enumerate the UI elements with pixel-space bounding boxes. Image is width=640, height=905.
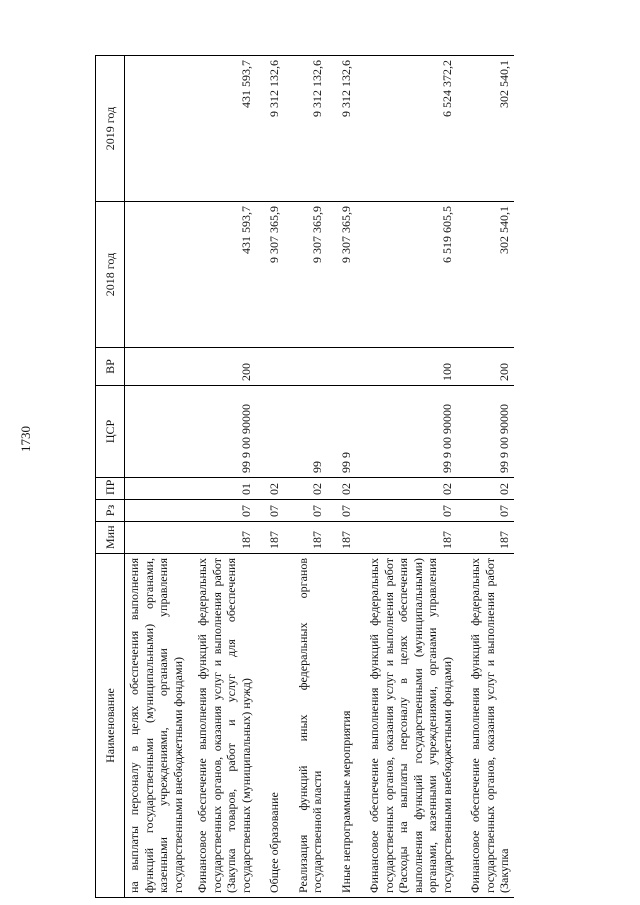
row-2018: 9 307 365,9 xyxy=(327,202,356,348)
row-2018: 431 593,7 xyxy=(187,202,255,348)
row-rz: 07 xyxy=(355,500,456,522)
row-csr xyxy=(125,386,188,478)
row-csr: 99 9 00 90000 xyxy=(187,386,255,478)
row-name: Иные непрограммные мероприятия xyxy=(327,554,356,898)
row-name: Финансовое обеспечение выполнения функций федеральных государственных органов, оказания услуг и выполнения работ (Закупка товаров, работ и услуг для обеспечения государственных (муниципальных) нужд) xyxy=(187,554,255,898)
row-csr xyxy=(255,386,284,478)
page-number: 1730 xyxy=(18,426,33,452)
header-pr: ПР xyxy=(96,478,125,500)
row-name: Общее образование xyxy=(255,554,284,898)
table-row xyxy=(255,56,284,898)
row-2018: 9 307 365,9 xyxy=(284,202,327,348)
table-row xyxy=(125,56,188,898)
row-vr xyxy=(125,348,188,386)
row-2018 xyxy=(125,202,188,348)
row-pr: 02 xyxy=(355,478,456,500)
header-2018: 2018 год xyxy=(96,202,125,348)
row-pr: 02 xyxy=(255,478,284,500)
row-pr: 02 xyxy=(284,478,327,500)
budget-table-rotated xyxy=(95,56,595,898)
header-min: Мин xyxy=(96,522,125,554)
row-2019: 9 312 132,6 xyxy=(327,56,356,202)
table-row xyxy=(355,56,456,898)
row-name: Реализация функций иных федеральных органов государственной власти xyxy=(284,554,327,898)
row-2018: 302 540,1 xyxy=(456,202,514,348)
row-rz: 07 xyxy=(255,500,284,522)
row-csr: 99 9 xyxy=(327,386,356,478)
row-csr: 99 9 00 90000 xyxy=(456,386,514,478)
row-pr xyxy=(125,478,188,500)
row-2019: 6 524 372,2 xyxy=(355,56,456,202)
budget-table xyxy=(95,55,514,898)
header-name: Наименование xyxy=(96,554,125,898)
row-name: на выплаты персоналу в целях обеспечения выполнения функций государственными (муниципальными) органами, казенными учреждениями, органами управления государственными внебюджетными фондами) xyxy=(125,554,188,898)
row-vr: 200 xyxy=(187,348,255,386)
row-pr: 02 xyxy=(327,478,356,500)
row-2019: 302 540,1 xyxy=(456,56,514,202)
row-min: 187 xyxy=(355,522,456,554)
row-rz: 07 xyxy=(284,500,327,522)
row-min: 187 xyxy=(284,522,327,554)
row-pr: 01 xyxy=(187,478,255,500)
header-2019: 2019 год xyxy=(96,56,125,202)
row-min xyxy=(125,522,188,554)
row-name: Финансовое обеспечение выполнения функций федеральных государственных органов, оказания услуг и выполнения работ (Расходы на выплаты персоналу в целях обеспечения выполнения функций государственными (муниципальными) органами, казенными учреждениями, органами управления государственными внебюджетными фондами) xyxy=(355,554,456,898)
row-rz: 07 xyxy=(187,500,255,522)
table-row xyxy=(456,56,514,898)
row-csr: 99 xyxy=(284,386,327,478)
row-vr: 200 xyxy=(456,348,514,386)
row-rz: 07 xyxy=(327,500,356,522)
row-rz xyxy=(125,500,188,522)
table-row xyxy=(327,56,356,898)
row-2019: 431 593,7 xyxy=(187,56,255,202)
row-2018: 6 519 605,5 xyxy=(355,202,456,348)
row-vr xyxy=(255,348,284,386)
row-csr: 99 9 00 90000 xyxy=(355,386,456,478)
header-csr: ЦСР xyxy=(96,386,125,478)
row-min: 187 xyxy=(456,522,514,554)
row-vr xyxy=(284,348,327,386)
table-row xyxy=(284,56,327,898)
row-min: 187 xyxy=(327,522,356,554)
row-2019 xyxy=(125,56,188,202)
row-name: Финансовое обеспечение выполнения функций федеральных государственных органов, оказания услуг и выполнения работ (Закупка xyxy=(456,554,514,898)
row-rz: 07 xyxy=(456,500,514,522)
row-min: 187 xyxy=(187,522,255,554)
table-header-row xyxy=(96,56,125,898)
row-vr xyxy=(327,348,356,386)
header-rz: Рз xyxy=(96,500,125,522)
row-min: 187 xyxy=(255,522,284,554)
row-2019: 9 312 132,6 xyxy=(255,56,284,202)
row-2019: 9 312 132,6 xyxy=(284,56,327,202)
header-vr: ВР xyxy=(96,348,125,386)
row-pr: 02 xyxy=(456,478,514,500)
table-row xyxy=(187,56,255,898)
row-vr: 100 xyxy=(355,348,456,386)
row-2018: 9 307 365,9 xyxy=(255,202,284,348)
